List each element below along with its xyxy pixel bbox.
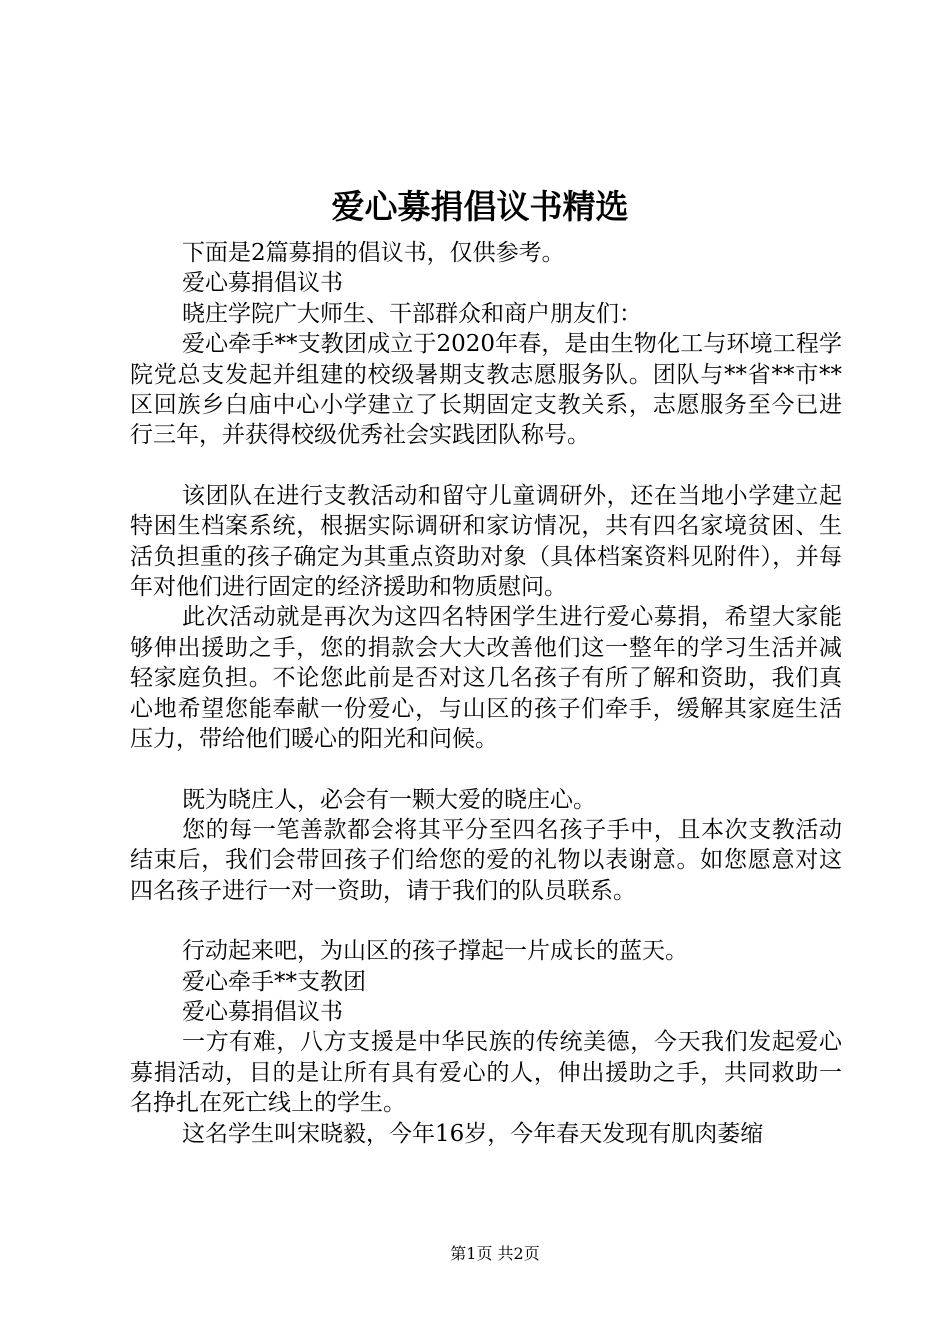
paragraph-student-intro: 这名学生叫宋晓毅，今年16岁，今年春天发现有肌肉萎缩 bbox=[182, 1120, 764, 1147]
paragraph-appeal: 此次活动就是再次为这四名特困学生进行爱心募捐，希望大家能够伸出援助之手，您的捐款会大大改善他们这一整年的学习生活并减轻家庭负担。不论您此前是否对这几名孩子有所了解和资助，我们真心地希望您能奉献一份爱心，与山区的孩子们牵手，缓解其家庭生活压力，带给他们暖心的阳光和问候。 bbox=[130, 604, 842, 753]
paragraph-signature: 爱心牵手**支教团 bbox=[182, 968, 366, 995]
page-footer: 第1页 共2页 bbox=[450, 1244, 540, 1263]
paragraph-team-activities: 该团队在进行支教活动和留守儿童调研外，还在当地小学建立起特困生档案系统，根据实际调研和家访情况，共有四名家境贫困、生活负担重的孩子确定为其重点资助对象（具体档案资料见附件），并每年对他们进行固定的经济援助和物质慰问。 bbox=[130, 482, 842, 601]
paragraph-donation-use: 您的每一笔善款都会将其平分至四名孩子手中，且本次支教活动结束后，我们会带回孩子们给您的爱的礼物以表谢意。如您愿意对这四名孩子进行一对一资助，请于我们的队员联系。 bbox=[130, 816, 842, 904]
document-body bbox=[130, 238, 842, 1149]
paragraph-call-to-action: 行动起来吧，为山区的孩子撑起一片成长的蓝天。 bbox=[182, 938, 688, 965]
paragraph-xiaozhuang: 既为晓庄人，必会有一颗大爱的晓庄心。 bbox=[182, 786, 596, 813]
paragraph-heading-1: 爱心募捐倡议书 bbox=[182, 270, 343, 297]
document-title: 爱心募捐倡议书精选 bbox=[331, 187, 629, 226]
paragraph-intro: 下面是2篇募捐的倡议书，仅供参考。 bbox=[182, 240, 565, 266]
paragraph-heading-2: 爱心募捐倡议书 bbox=[182, 998, 343, 1025]
paragraph-team-intro: 爱心牵手**支教团成立于2020年春，是由生物化工与环境工程学院党总支发起并组建的校级暑期支教志愿服务队。团队与**省**市**区回族乡白庙中心小学建立了长期固定支教关系，志愿服务至今已进行三年，并获得校级优秀社会实践团队称号。 bbox=[130, 331, 842, 449]
paragraph-salutation: 晓庄学院广大师生、干部群众和商户朋友们： bbox=[182, 300, 642, 327]
paragraph-second-appeal: 一方有难，八方支援是中华民族的传统美德，今天我们发起爱心募捐活动，目的是让所有具有爱心的人，伸出援助之手，共同救助一名挣扎在死亡线上的学生。 bbox=[130, 1029, 842, 1117]
